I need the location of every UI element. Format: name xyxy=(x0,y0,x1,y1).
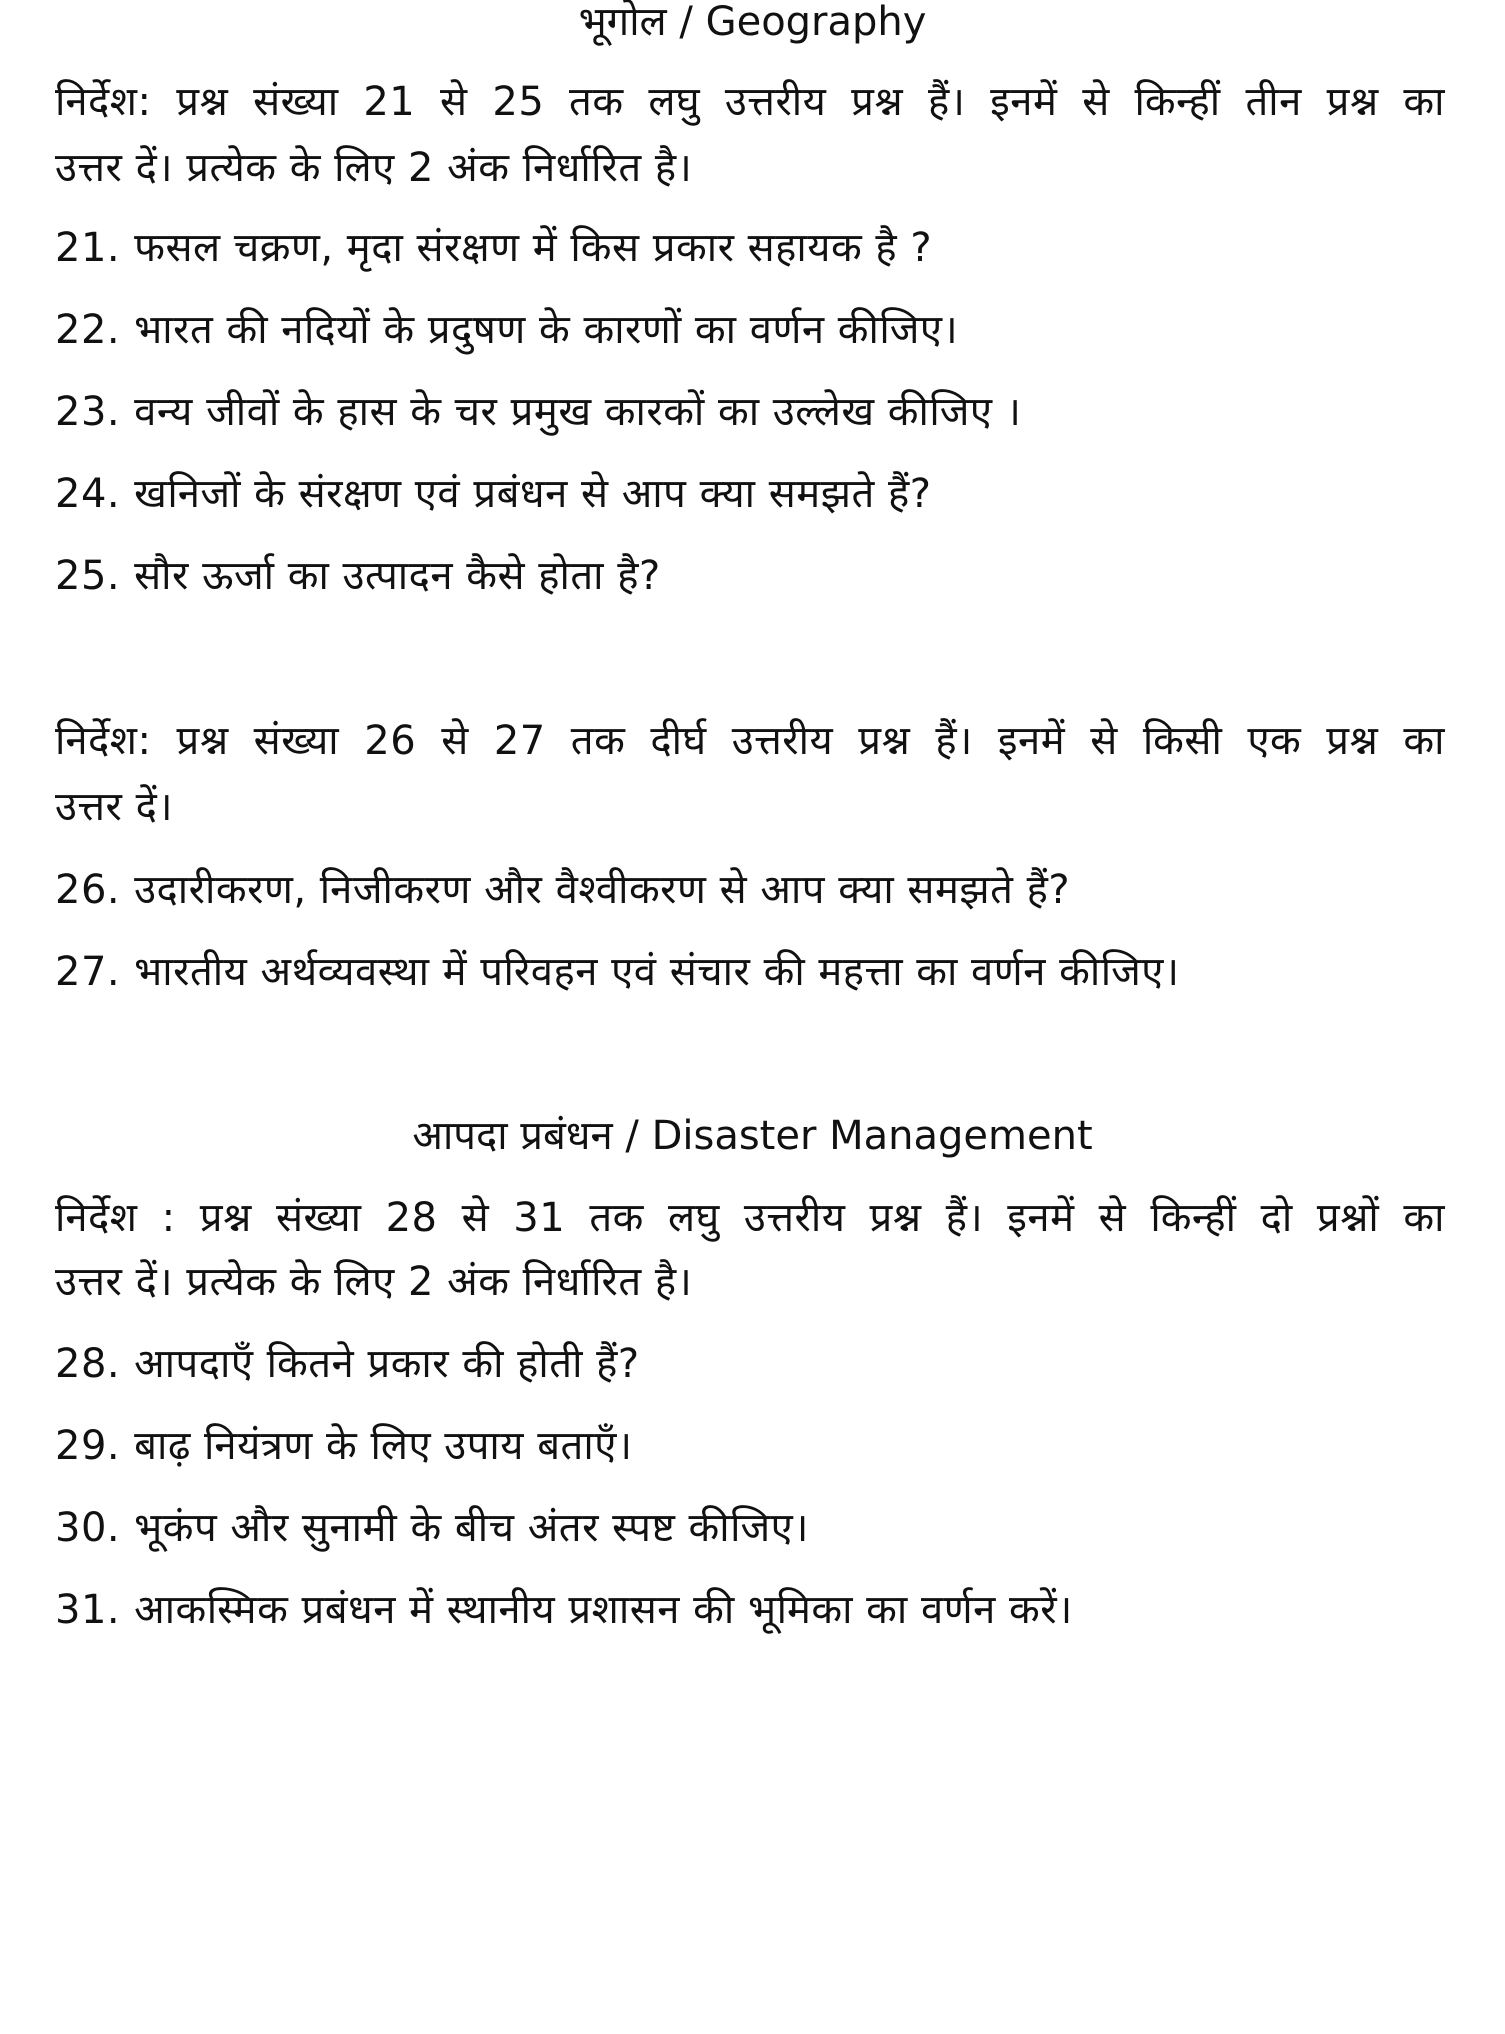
geography-instruction-line-1: निर्देश: प्रश्न संख्या 21 से 25 तक लघु उत्तरीय प्रश्न हैं। इनमें से किन्हीं तीन प्रश्न का xyxy=(55,79,1445,125)
question-22 xyxy=(55,302,1445,358)
question-number: 31. xyxy=(55,1587,121,1633)
question-number: 25. xyxy=(55,553,121,599)
geography-long-instruction-line-1: निर्देश: प्रश्न संख्या 26 से 27 तक दीर्घ उत्तरीय प्रश्न हैं। इनमें से किसी एक प्रश्न का xyxy=(55,718,1445,764)
question-29 xyxy=(55,1418,1445,1474)
question-text: खनिजों के संरक्षण एवं प्रबंधन से आप क्या समझते हैं? xyxy=(134,471,932,517)
question-text: फसल चक्रण, मृदा संरक्षण में किस प्रकार सहायक है ? xyxy=(134,225,933,271)
question-21 xyxy=(55,220,1445,276)
question-text: उदारीकरण, निजीकरण और वैश्वीकरण से आप क्या समझते हैं? xyxy=(134,867,1071,913)
question-24 xyxy=(55,466,1445,522)
geography-instruction-line-2: उत्तर दें। प्रत्येक के लिए 2 अंक निर्धारित है। xyxy=(55,145,693,191)
question-number: 24. xyxy=(55,471,121,517)
disaster-instruction-line-2: उत्तर दें। प्रत्येक के लिए 2 अंक निर्धारित है। xyxy=(55,1259,693,1305)
question-28 xyxy=(55,1336,1445,1392)
question-27 xyxy=(55,944,1445,1000)
geography-long-instruction-line-2: उत्तर दें। xyxy=(55,784,174,830)
question-text: वन्य जीवों के हास के चर प्रमुख कारकों का उल्लेख कीजिए । xyxy=(134,389,1022,435)
question-text: बाढ़ नियंत्रण के लिए उपाय बताएँ। xyxy=(134,1423,633,1469)
question-number: 30. xyxy=(55,1505,121,1551)
question-text: आपदाएँ कितने प्रकार की होती हैं? xyxy=(134,1341,640,1387)
question-25 xyxy=(55,548,1445,604)
question-number: 27. xyxy=(55,949,121,995)
question-text: भारतीय अर्थव्यवस्था में परिवहन एवं संचार की महत्ता का वर्णन कीजिए। xyxy=(134,949,1180,995)
disaster-instruction-line-1: निर्देश : प्रश्न संख्या 28 से 31 तक लघु उत्तरीय प्रश्न हैं। इनमें से किन्हीं दो प्रश्नों का xyxy=(55,1195,1445,1241)
disaster-management-heading: आपदा प्रबंधन / Disaster Management xyxy=(412,1113,1093,1159)
question-text: आकस्मिक प्रबंधन में स्थानीय प्रशासन की भूमिका का वर्णन करें। xyxy=(134,1587,1073,1633)
question-number: 26. xyxy=(55,867,121,913)
question-text: भारत की नदियों के प्रदुषण के कारणों का वर्णन कीजिए। xyxy=(134,307,959,353)
question-number: 21. xyxy=(55,225,121,271)
question-26 xyxy=(55,862,1445,918)
question-number: 22. xyxy=(55,307,121,353)
question-23 xyxy=(55,384,1445,440)
question-30 xyxy=(55,1500,1445,1556)
question-text: सौर ऊर्जा का उत्पादन कैसे होता है? xyxy=(134,553,661,599)
question-number: 28. xyxy=(55,1341,121,1387)
geography-heading: भूगोल / Geography xyxy=(578,0,927,45)
question-number: 29. xyxy=(55,1423,121,1469)
question-number: 23. xyxy=(55,389,121,435)
question-text: भूकंप और सुनामी के बीच अंतर स्पष्ट कीजिए। xyxy=(134,1505,809,1551)
question-31 xyxy=(55,1582,1445,1638)
